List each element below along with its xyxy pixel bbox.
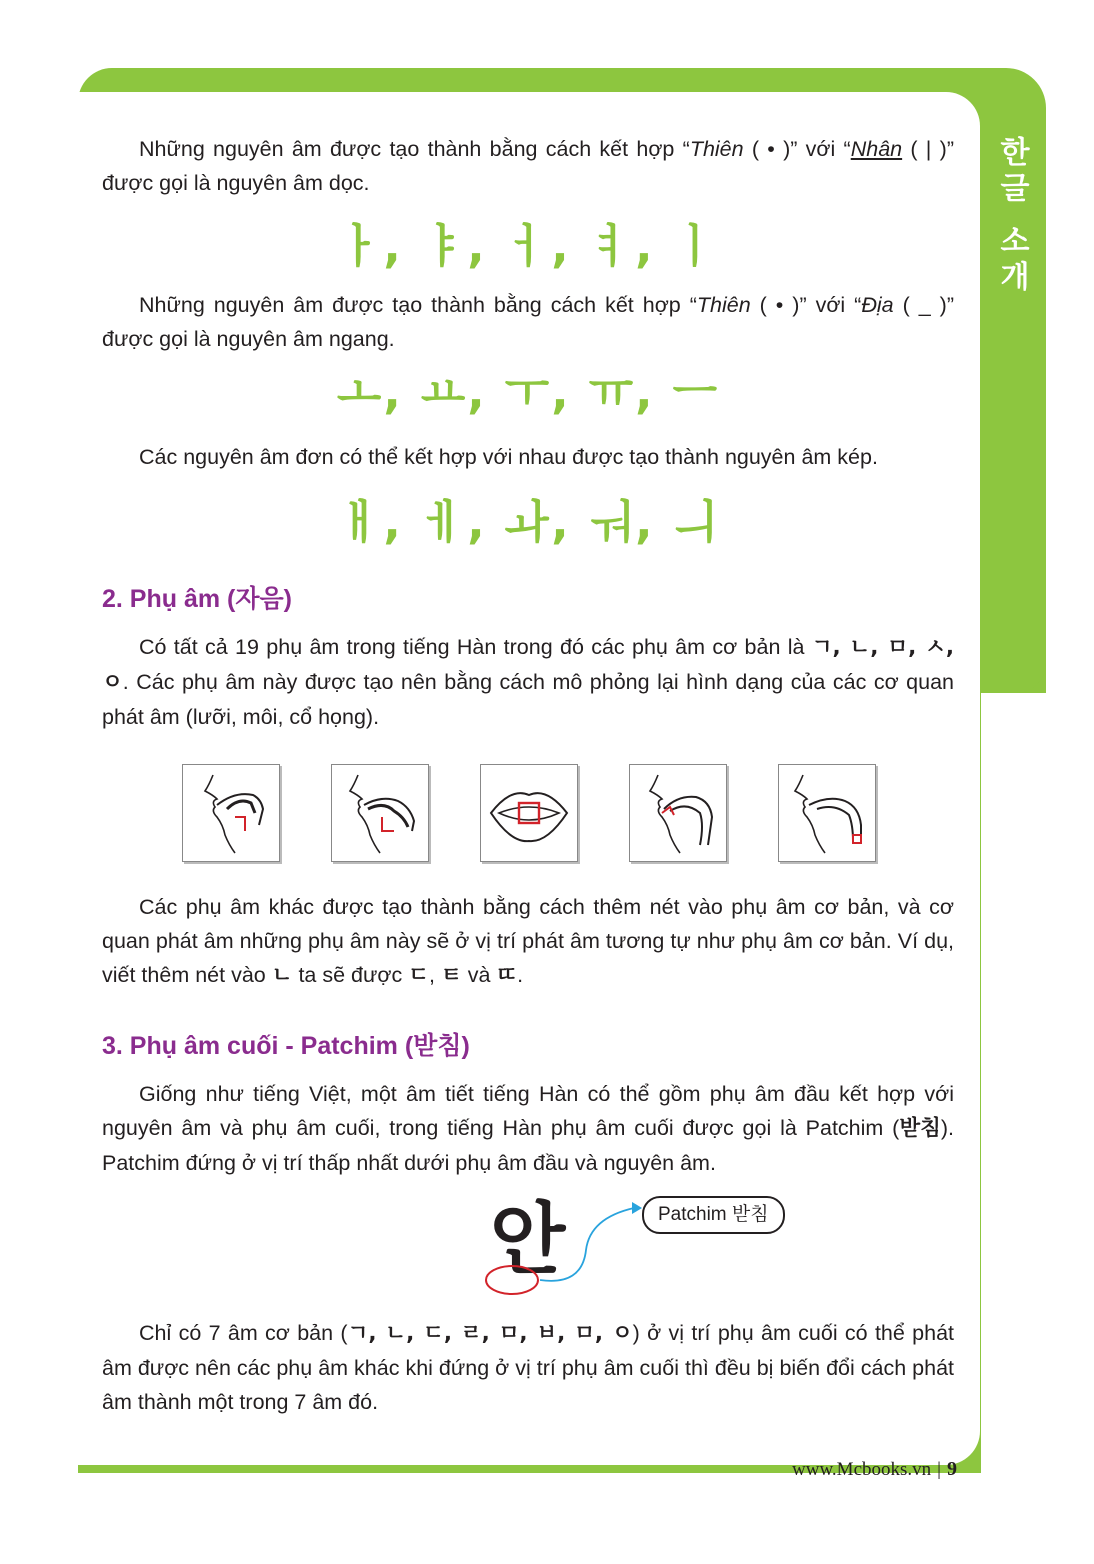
term-batchim: 받침 [899,1116,941,1141]
term-nhan: Nhân [850,137,903,161]
side-tab-label: 한글 소개 [994,136,1029,297]
patchim-diagram [102,1190,954,1310]
text: ” được gọi là nguyên âm dọc. [102,137,954,195]
footer-separator: | [937,1459,941,1480]
basic-consonants: ㄱ, ㄴ, ㅁ, ㅅ, ㅇ [102,635,954,695]
text: , [429,963,441,987]
consonant-para-2 [102,890,954,993]
compound-vowels-row: ㅐ, ㅔ, ㅘ, ㅝ, ㅢ [336,495,720,549]
mouth-profile-s-icon [629,764,727,862]
text: ” với “ [799,293,862,317]
letter: ㅌ [440,963,462,988]
text: . Các phụ âm này được tạo nên bằng cách mô phỏng lại hình dạng của các cơ quan phát âm (lưỡi, môi, cổ họng). [102,670,954,729]
text: ) ở vị trí phụ âm cuối có thể phát âm được nên các phụ âm khác khi đứng ở vị trí phụ âm cuối thì đều bị biến đổi cách phát âm thành một trong 7 âm đó. [102,1321,954,1414]
symbol-dot: ( • ) [750,293,800,317]
text: Có tất cả 19 phụ âm trong tiếng Hàn trong đó các phụ âm cơ bản là [139,635,812,659]
section-heading-patchim: 3. Phụ âm cuối - Patchim (받침) [102,1032,470,1060]
site-url: www.Mcbooks.vn [792,1459,932,1480]
symbol-dot: ( • ) [743,137,791,161]
section-heading-consonants: 2. Phụ âm (자음) [102,585,292,613]
mouth-profile-g-icon [182,764,280,862]
patchim-para-1 [102,1077,954,1180]
final-consonants: ㄱ, ㄴ, ㄷ, ㄹ, ㅁ, ㅂ, ㅁ, ㅇ [347,1321,633,1346]
letter: ㄷ [408,963,429,988]
vowel-para-2 [102,288,954,356]
symbol-bar: ( | ) [902,137,947,161]
term-dia: Địa [861,293,894,317]
term-thien: Thiên [689,137,744,161]
text: ). Patchim đứng ở vị trí thấp nhất dưới phụ âm đầu và nguyên âm. [102,1116,954,1175]
letter: ㄴ [271,963,293,988]
lips-m-icon [480,764,578,862]
mouth-profile-n-icon [331,764,429,862]
vowel-para-1 [102,132,954,200]
consonant-para-1 [102,630,954,734]
page-footer [792,1458,957,1481]
articulation-figures [182,764,876,862]
side-mask [981,693,1061,1493]
vowel-para-3: Các nguyên âm đơn có thể kết hợp với nhau được tạo thành nguyên âm kép. [139,445,878,469]
page-number: 9 [946,1458,957,1480]
text: Giống như tiếng Việt, một âm tiết tiếng Hàn có thể gồm phụ âm đầu kết hợp với nguyên âm và phụ âm cuối, trong tiếng Hàn phụ âm cuối được gọi là Patchim ( [102,1082,954,1140]
text: ” được gọi là nguyên âm ngang. [102,293,954,351]
text: Những nguyên âm được tạo thành bằng cách kết hợp “ [139,137,690,161]
side-tab-bottom [981,640,1046,693]
patchim-para-2 [102,1316,954,1419]
throat-o-icon [778,764,876,862]
horizontal-vowels-row: ㅗ, ㅛ, ㅜ, ㅠ, ㅡ [336,365,720,419]
vertical-vowels-row: ㅏ, ㅑ, ㅓ, ㅕ, ㅣ [336,219,720,273]
patchim-callout: Patchim 받침 [642,1196,785,1234]
text: . [517,963,524,987]
text: và [461,963,497,987]
letter: ㄸ [496,963,518,988]
page-content [102,132,954,1419]
text: ” với “ [790,137,851,161]
example-syllable: 안 [490,1195,566,1285]
text: Những nguyên âm được tạo thành bằng cách kết hợp “ [139,293,697,317]
term-thien: Thiên [696,293,751,317]
symbol-underscore: ( _ ) [893,293,947,317]
text: ta sẽ được [292,963,409,987]
text: Chỉ có 7 âm cơ bản ( [139,1321,348,1345]
text: Các phụ âm khác được tạo thành bằng cách thêm nét vào phụ âm cơ bản, và cơ quan phát âm những phụ âm này sẽ ở vị trí phát âm tương tự như phụ âm cơ bản. Ví dụ, viết thêm nét vào [102,895,954,987]
